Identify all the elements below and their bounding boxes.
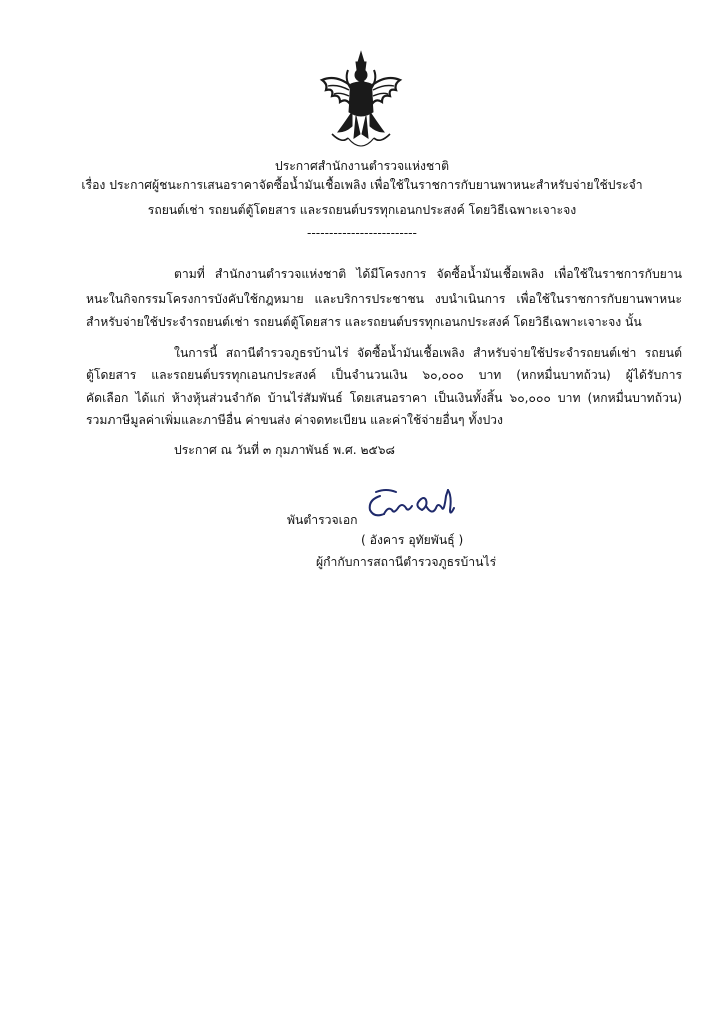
paragraph-2-line-1: ในการนี้ สถานีตำรวจภูธรบ้านไร่ จัดซื้อน้ำมันเชื้อเพลิง สำหรับจ่ายใช้ประจำรถยนต์เช่า รถยนต์ [174, 346, 682, 360]
subject-line-2: รถยนต์เช่า รถยนต์ตู้โดยสาร และรถยนต์บรรทุกเอนกประสงค์ โดยวิธีเฉพาะเจาะจง [147, 203, 577, 217]
paragraph-2-line-2: ตู้โดยสาร และรถยนต์บรรทุกเอนกประสงค์ เป็นจำนวนเงิน ๖๐,๐๐๐ บาท (หกหมื่นบาทถ้วน) ผู้ได้รับการ [86, 368, 682, 382]
garuda-emblem-icon [318, 50, 404, 154]
handwritten-signature [366, 486, 462, 524]
announcement-date: ประกาศ ณ วันที่ ๓ กุมภาพันธ์ พ.ศ. ๒๕๖๘ [174, 443, 395, 457]
paragraph-2-line-4: รวมภาษีมูลค่าเพิ่มและภาษีอื่น ค่าขนส่ง ค่าจดทะเบียน และค่าใช้จ่ายอื่นๆ ทั้งปวง [86, 413, 503, 427]
divider: ------------------------- [307, 226, 417, 240]
paragraph-1-line-2: หนะในกิจกรรมโครงการบังคับใช้กฎหมาย และบริการประชาชน งบนำเนินการ เพื่อใช้ในราชการกับยานพาหนะ [86, 292, 682, 306]
paragraph-2-line-3: คัดเลือก ได้แก่ ห้างหุ้นส่วนจำกัด บ้านไร่สัมพันธ์ โดยเสนอราคา เป็นเงินทั้งสิ้น ๖๐,๐๐๐ บาท (หกหมื่นบาทถ้วน) [86, 391, 682, 405]
paragraph-1-line-3: สำหรับจ่ายใช้ประจำรถยนต์เช่า รถยนต์ตู้โดยสาร และรถยนต์บรรทุกเอนกประสงค์ โดยวิธีเฉพาะเจาะจง นั้น [86, 315, 642, 329]
paragraph-1-line-1: ตามที่ สำนักงานตำรวจแห่งชาติ ได้มีโครงการ จัดซื้อน้ำมันเชื้อเพลิง เพื่อใช้ในราชการกับยาน [174, 267, 682, 281]
document-title: ประกาศสำนักงานตำรวจแห่งชาติ [274, 159, 450, 173]
subject-line-1: เรื่อง ประกาศผู้ชนะการเสนอราคาจัดซื้อน้ำมันเชื้อเพลิง เพื่อใช้ในราชการกับยานพาหนะสำหรับจ่ายใช้ประจำ [81, 178, 643, 192]
signer-rank: พันตำรวจเอก [287, 513, 358, 527]
signer-name: ( อังคาร อุทัยพันธุ์ ) [361, 533, 464, 547]
signer-position: ผู้กำกับการสถานีตำรวจภูธรบ้านไร่ [316, 555, 497, 569]
